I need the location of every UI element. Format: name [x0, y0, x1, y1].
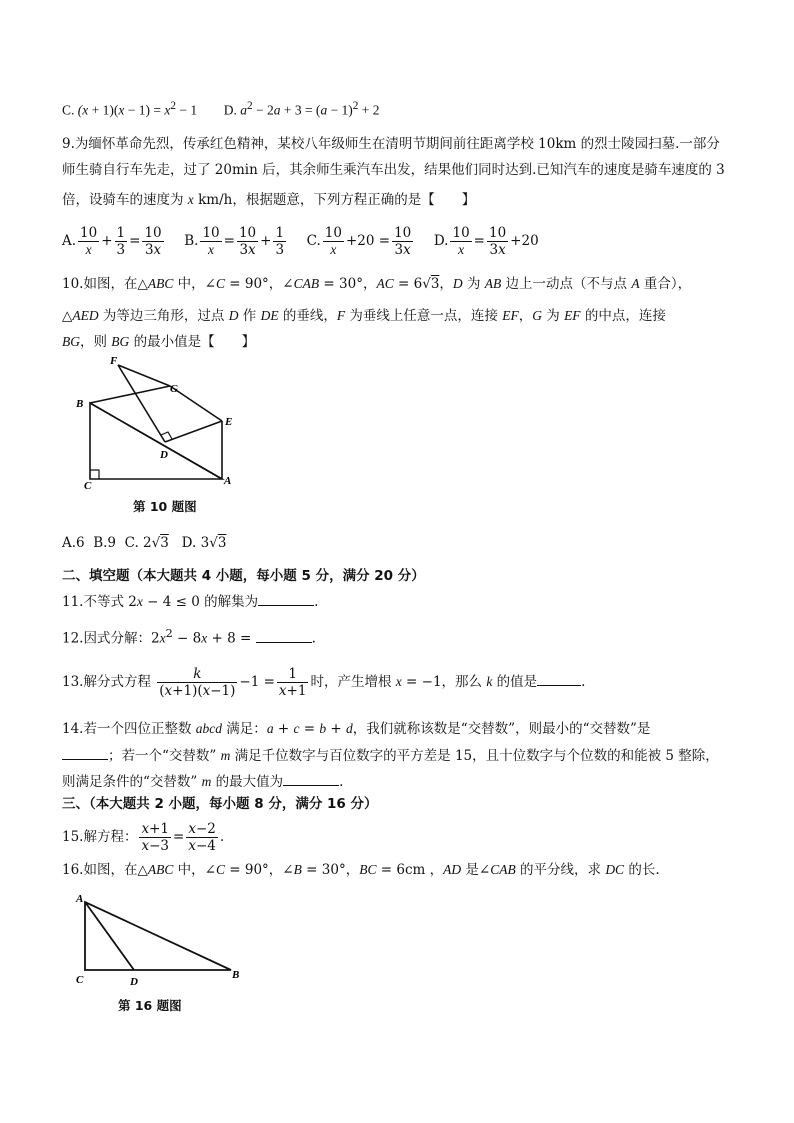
q9-line-2: 师生骑自行车先走，过了 20min 后，其余师生乘汽车出发，结果他们同时达到.已知汽车的速度是骑车速度的 3 — [62, 162, 725, 178]
section-3-heading: 三、（本大题共 2 小题，每小题 8 分，满分 16 分） — [62, 796, 378, 812]
q15: 15.解方程： $\frac{x+1}{x-3}$ = $\frac{x-2}{x-4}$ . — [62, 821, 225, 854]
q16-figure — [68, 890, 248, 990]
label-a: A — [224, 475, 232, 487]
label-e: E — [225, 416, 233, 428]
q9-line-1: 9.为缅怀革命先烈，传承红色精神，某校八年级师生在清明节期间前往距离学校 10km 的烈士陵园扫墓.一部分 — [62, 136, 720, 152]
q10-options: A.6 B.9 C. 2√3 D. 3√3 — [62, 535, 227, 551]
q16: 16.如图，在△ABC 中，∠C = 90°，∠B = 30°，BC = 6cm ，AD 是∠CAB 的平分线，求 DC 的长. — [62, 862, 660, 878]
segment-ad — [85, 902, 134, 970]
label-b: B — [76, 398, 84, 410]
q10-line-3: BG，则 BG 的最小值是【 】 — [62, 334, 256, 350]
label-d-2: D — [130, 976, 138, 988]
segment-fd — [118, 365, 165, 442]
label-f: F — [110, 355, 118, 367]
q13: 13.解分式方程 $\frac{k}{(x+1)(x-1)}$ −1 = $\frac{1}{x+1}$ 时，产生增根 x = −1，那么 k 的值是 . — [62, 666, 586, 699]
segment-fg — [118, 365, 170, 386]
q10-line-2: △AED 为等边三角形，过点 D 作 DE 的垂线，F 为垂线上任意一点，连接 EF，G 为 EF 的中点，连接 — [62, 308, 666, 324]
label-g: G — [170, 383, 178, 395]
q9-line-3: 倍，设骑车的速度为 x km/h，根据题意，下列方程正确的是【 】 — [62, 192, 476, 208]
segment-de — [165, 421, 222, 442]
q14-line-3: 则满足条件的“交替数” m 的最大值为 . — [62, 771, 343, 792]
q10-figure — [70, 352, 250, 492]
q16-caption: 第 16 题图 — [118, 998, 182, 1013]
q10-caption: 第 10 题图 — [133, 499, 197, 514]
q12: 12.因式分解：$2x^2 - 8x + 8$ = . — [62, 627, 316, 647]
q11: 11.不等式 2x − 4 ≤ 0 的解集为 . — [62, 591, 318, 612]
label-c-2: C — [76, 974, 84, 986]
segment-ab — [90, 403, 222, 479]
label-b-2: B — [232, 969, 240, 981]
q14-line-1: 14.若一个四位正整数 abcd 满足：a + c = b + d，我们就称该数是“交替数”，则最小的“交替数”是 — [62, 721, 651, 737]
q10-line-1: 10.如图，在△ABC 中，∠C = 90°，∠CAB = 30°，AC = 6√3，D 为 AB 边上一动点（不与点 A 重合）， — [62, 276, 692, 292]
label-c: C — [84, 480, 92, 492]
q9-options: A. $\frac{10}{x}$ + $\frac{1}{3}$ = $\frac{10}{3x}$ B. $\frac{10}{x}$ = $\frac{10}{3x}$ + $\frac{1}{3}$ C. $\frac{10}{x}$ +20 = $\frac{10}{3x}$ D. $\frac{10}{x}$ = $\frac{10}{3x}$ +20 — [62, 225, 539, 258]
section-2-heading: 二、填空题（本大题共 4 小题，每小题 5 分，满分 20 分） — [62, 568, 425, 584]
q14-line-2: ；若一个“交替数” m 满足千位数字与百位数字的平方差是 15，且十位数字与个位数的和能被 5 整除， — [62, 745, 719, 766]
triangle-abc-2 — [85, 902, 231, 970]
label-a-2: A — [76, 893, 84, 905]
q8-options: C. $(x + 1)(x - 1) = x^2 - 1$ D. $a^2 - 2a + 3 = (a - 1)^2 + 2$ — [62, 100, 380, 118]
segment-bg — [90, 386, 170, 403]
label-d: D — [160, 449, 168, 461]
right-angle-c — [90, 470, 99, 479]
